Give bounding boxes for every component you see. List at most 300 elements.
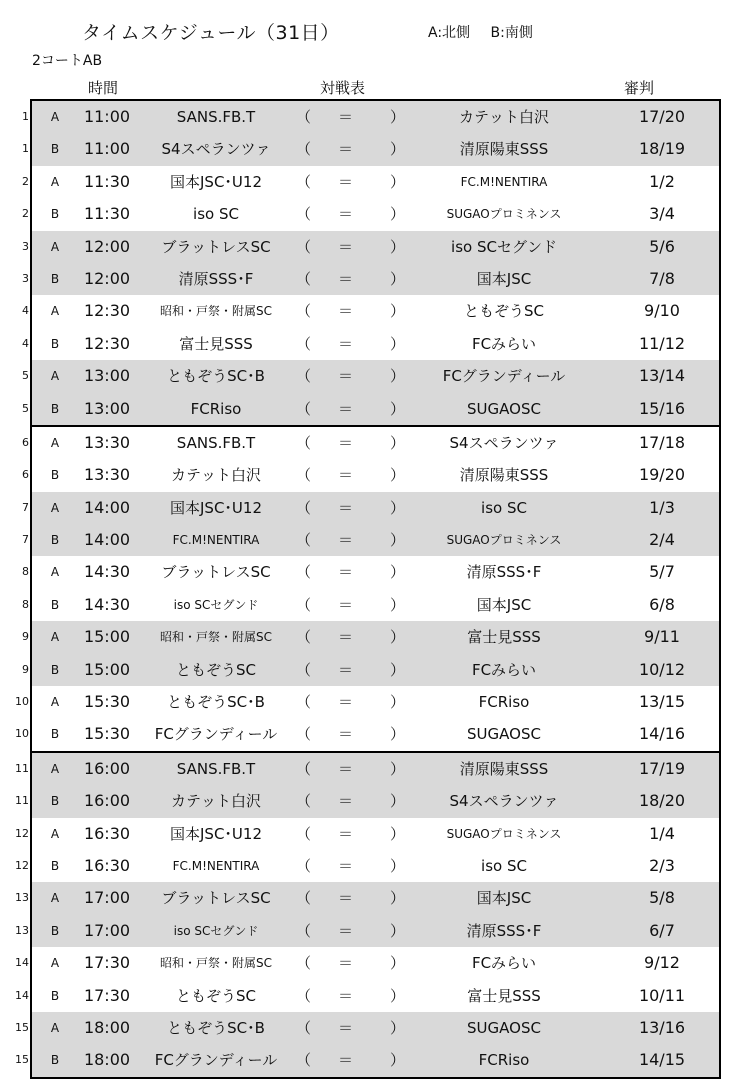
referee-cell: 9/11	[644, 627, 680, 647]
time-cell: 12:00	[83, 236, 131, 256]
home-team-cell: ブラットレスSC	[161, 563, 271, 582]
time-cell: 16:30	[83, 855, 131, 875]
away-team-cell: SUGAOプロミネンス	[446, 533, 562, 548]
row-number: 2	[22, 207, 29, 221]
home-team-cell: SANS.FB.T	[176, 108, 256, 126]
away-team-cell: SUGAOプロミネンス	[446, 207, 562, 222]
court-cell: B	[50, 1053, 60, 1068]
open-paren: （	[296, 108, 312, 126]
open-paren: （	[296, 302, 312, 321]
court-cell: A	[50, 369, 60, 384]
time-cell: 13:30	[83, 465, 131, 485]
equals-sign: ＝	[338, 172, 354, 191]
home-team-cell: ともぞうSC･B	[167, 1018, 265, 1037]
away-team-cell: FCみらい	[471, 660, 537, 679]
table-row	[15, 1044, 719, 1076]
open-paren: （	[296, 921, 312, 940]
time-cell: 13:00	[83, 366, 131, 386]
table-row	[15, 947, 719, 979]
open-paren: （	[296, 205, 312, 224]
equals-sign: ＝	[338, 399, 354, 418]
close-paren: ）	[390, 856, 406, 875]
time-cell: 13:00	[83, 398, 131, 418]
legend-a: A:北側	[428, 25, 471, 41]
table-row	[15, 686, 719, 718]
away-team-cell: SUGAOSC	[467, 725, 541, 744]
row-number: 4	[22, 304, 29, 318]
referee-cell: 14/15	[638, 1050, 686, 1070]
close-paren: ）	[390, 693, 406, 712]
row-number: 1	[22, 142, 29, 156]
close-paren: ）	[390, 498, 406, 517]
home-team-cell: FCグランディール	[154, 725, 278, 744]
row-number: 8	[22, 565, 29, 579]
equals-sign: ＝	[338, 433, 354, 452]
table-row	[22, 263, 719, 295]
close-paren: ）	[390, 1018, 406, 1037]
referee-cell: 5/7	[649, 562, 675, 582]
table-row	[15, 785, 719, 817]
time-cell: 14:30	[83, 594, 131, 614]
close-paren: ）	[390, 367, 406, 386]
page-title: タイムスケジュール（31日）	[82, 22, 340, 44]
home-team-cell: 昭和・戸祭・附属SC	[160, 630, 272, 645]
home-team-cell: 清原SSS･F	[178, 269, 254, 288]
table-row	[22, 427, 719, 459]
open-paren: （	[296, 792, 312, 811]
referee-cell: 17/18	[638, 432, 686, 452]
court-cell: B	[50, 662, 60, 677]
row-number: 13	[15, 891, 29, 905]
home-team-cell: カテット白沢	[170, 466, 261, 485]
court-cell: A	[50, 435, 60, 450]
home-team-cell: iso SC	[193, 205, 239, 224]
equals-sign: ＝	[338, 660, 354, 679]
table-row	[15, 1012, 719, 1044]
table-row	[22, 198, 719, 230]
time-cell: 11:00	[83, 139, 131, 159]
home-team-cell: 国本JSC･U12	[170, 498, 262, 517]
away-team-cell: 富士見SSS	[467, 986, 541, 1005]
close-paren: ）	[390, 172, 406, 191]
table-row	[22, 459, 719, 491]
table-row	[15, 753, 719, 785]
close-paren: ）	[390, 725, 406, 744]
equals-sign: ＝	[338, 531, 354, 550]
close-paren: ）	[390, 792, 406, 811]
home-team-cell: FCRiso	[190, 399, 242, 418]
schedule-table	[15, 99, 721, 1079]
row-number: 11	[15, 794, 29, 808]
home-team-cell: S4スペランツァ	[161, 140, 271, 159]
time-cell: 16:30	[83, 823, 131, 843]
home-team-cell: iso SCセグンド	[173, 597, 259, 612]
table-row	[22, 654, 719, 686]
home-team-cell: ブラットレスSC	[161, 889, 271, 908]
close-paren: ）	[390, 1051, 406, 1070]
home-team-cell: 国本JSC･U12	[170, 172, 262, 191]
table-row	[22, 589, 719, 621]
referee-cell: 2/4	[649, 530, 675, 550]
open-paren: （	[296, 399, 312, 418]
referee-cell: 1/2	[649, 171, 675, 191]
open-paren: （	[296, 595, 312, 614]
equals-sign: ＝	[338, 725, 354, 744]
referee-cell: 18/20	[638, 791, 686, 811]
open-paren: （	[296, 466, 312, 485]
row-number: 1	[22, 110, 29, 123]
away-team-cell: FC.M!NENTIRA	[460, 174, 548, 189]
away-team-cell: SUGAOSC	[467, 399, 541, 418]
time-cell: 17:30	[83, 953, 131, 973]
row-number: 15	[15, 1053, 29, 1067]
home-team-cell: ともぞうSC	[176, 660, 256, 679]
equals-sign: ＝	[338, 792, 354, 811]
home-team-cell: カテット白沢	[170, 792, 261, 811]
schedule-block	[22, 99, 721, 427]
equals-sign: ＝	[338, 856, 354, 875]
court-cell: B	[50, 271, 60, 286]
away-team-cell: FCみらい	[471, 334, 537, 353]
away-team-cell: FCグランディール	[442, 367, 566, 386]
referee-cell: 9/10	[644, 301, 680, 321]
equals-sign: ＝	[338, 954, 354, 973]
open-paren: （	[296, 1018, 312, 1037]
away-team-cell: 国本JSC	[476, 889, 532, 908]
court-cell: A	[50, 630, 60, 645]
open-paren: （	[296, 856, 312, 875]
home-team-cell: SANS.FB.T	[176, 759, 256, 778]
equals-sign: ＝	[338, 595, 354, 614]
table-row	[22, 328, 719, 360]
equals-sign: ＝	[338, 108, 354, 126]
close-paren: ）	[390, 563, 406, 582]
time-cell: 18:00	[83, 1017, 131, 1037]
court-cell: A	[50, 826, 60, 841]
open-paren: （	[296, 237, 312, 256]
close-paren: ）	[390, 334, 406, 353]
open-paren: （	[296, 693, 312, 712]
court-cell: B	[50, 858, 60, 873]
home-team-cell: FC.M!NENTIRA	[172, 858, 260, 873]
row-number: 11	[15, 761, 29, 775]
away-team-cell: カテット白沢	[458, 108, 549, 126]
equals-sign: ＝	[338, 466, 354, 485]
home-team-cell: 昭和・戸祭・附属SC	[160, 304, 272, 319]
time-cell: 12:00	[83, 268, 131, 288]
time-cell: 16:00	[83, 758, 131, 778]
close-paren: ）	[390, 660, 406, 679]
schedule-block	[15, 751, 721, 1079]
time-cell: 11:30	[83, 171, 131, 191]
referee-cell: 10/12	[638, 659, 686, 679]
table-row	[22, 621, 719, 653]
open-paren: （	[296, 954, 312, 973]
time-cell: 12:30	[83, 301, 131, 321]
table-row	[22, 231, 719, 263]
home-team-cell: 富士見SSS	[179, 334, 253, 353]
equals-sign: ＝	[338, 628, 354, 647]
court-cell: A	[50, 239, 60, 254]
away-team-cell: FCみらい	[471, 954, 537, 973]
court-cell: B	[50, 207, 60, 222]
equals-sign: ＝	[338, 889, 354, 908]
table-row	[15, 915, 719, 947]
close-paren: ）	[390, 205, 406, 224]
table-row	[22, 295, 719, 327]
court-cell: B	[50, 533, 60, 548]
referee-cell: 13/14	[638, 366, 686, 386]
equals-sign: ＝	[338, 1051, 354, 1070]
court-cell: B	[50, 597, 60, 612]
column-header-match: 対戦表	[320, 79, 366, 97]
court-cell: B	[50, 336, 60, 351]
referee-cell: 17/19	[638, 758, 686, 778]
away-team-cell: 清原陽東SSS	[459, 140, 549, 159]
table-row	[15, 818, 719, 850]
close-paren: ）	[390, 824, 406, 843]
time-cell: 15:30	[83, 724, 131, 744]
home-team-cell: 昭和・戸祭・附属SC	[160, 956, 272, 971]
court-cell: B	[50, 468, 60, 483]
referee-cell: 6/8	[649, 594, 675, 614]
open-paren: （	[296, 367, 312, 386]
court-cell: B	[50, 401, 60, 416]
equals-sign: ＝	[338, 237, 354, 256]
open-paren: （	[296, 498, 312, 517]
table-row	[22, 101, 719, 133]
schedule-block	[15, 425, 721, 753]
row-number: 9	[22, 662, 29, 676]
table-row	[22, 360, 719, 392]
equals-sign: ＝	[338, 693, 354, 712]
referee-cell: 9/12	[644, 953, 680, 973]
equals-sign: ＝	[338, 334, 354, 353]
equals-sign: ＝	[338, 986, 354, 1005]
referee-cell: 15/16	[638, 398, 686, 418]
referee-cell: 14/16	[638, 724, 686, 744]
away-team-cell: iso SC	[481, 498, 527, 517]
row-number: 10	[15, 695, 29, 709]
table-row	[22, 492, 719, 524]
home-team-cell: iso SCセグンド	[173, 923, 259, 938]
away-team-cell: iso SCセグンド	[451, 237, 557, 256]
close-paren: ）	[390, 399, 406, 418]
referee-cell: 18/19	[638, 139, 686, 159]
table-row	[22, 524, 719, 556]
open-paren: （	[296, 172, 312, 191]
time-cell: 15:00	[83, 659, 131, 679]
away-team-cell: 国本JSC	[476, 269, 532, 288]
away-team-cell: S4スペランツァ	[449, 433, 559, 452]
table-row	[22, 166, 719, 198]
away-team-cell: 清原陽東SSS	[459, 759, 549, 778]
court-cell: B	[50, 142, 60, 157]
row-number: 14	[15, 988, 29, 1002]
away-team-cell: SUGAOSC	[467, 1018, 541, 1037]
home-team-cell: FCグランディール	[154, 1051, 278, 1070]
row-number: 8	[22, 597, 29, 611]
open-paren: （	[296, 824, 312, 843]
row-number: 6	[22, 468, 29, 482]
table-row	[15, 980, 719, 1012]
referee-cell: 3/4	[649, 204, 675, 224]
court-cell: A	[50, 956, 60, 971]
court-cell: A	[50, 761, 60, 776]
referee-cell: 6/7	[649, 920, 675, 940]
court-cell: B	[50, 794, 60, 809]
court-legend	[428, 22, 549, 42]
equals-sign: ＝	[338, 824, 354, 843]
referee-cell: 10/11	[638, 985, 686, 1005]
row-number: 7	[22, 500, 29, 514]
away-team-cell: S4スペランツァ	[449, 792, 559, 811]
equals-sign: ＝	[338, 140, 354, 159]
referee-cell: 17/20	[638, 107, 686, 126]
open-paren: （	[296, 889, 312, 908]
open-paren: （	[296, 433, 312, 452]
away-team-cell: ともぞうSC	[464, 302, 544, 321]
time-cell: 15:00	[83, 627, 131, 647]
referee-cell: 7/8	[649, 268, 675, 288]
home-team-cell: ともぞうSC･B	[167, 693, 265, 712]
row-number: 2	[22, 174, 29, 188]
time-cell: 14:00	[83, 530, 131, 550]
open-paren: （	[296, 725, 312, 744]
open-paren: （	[296, 660, 312, 679]
referee-cell: 1/3	[649, 497, 675, 517]
close-paren: ）	[390, 628, 406, 647]
equals-sign: ＝	[338, 205, 354, 224]
court-cell: B	[50, 923, 60, 938]
open-paren: （	[296, 334, 312, 353]
away-team-cell: 清原SSS･F	[466, 563, 542, 582]
open-paren: （	[296, 563, 312, 582]
time-cell: 14:30	[83, 562, 131, 582]
referee-cell: 1/4	[649, 823, 675, 843]
home-team-cell: 国本JSC･U12	[170, 824, 262, 843]
open-paren: （	[296, 759, 312, 778]
referee-cell: 5/6	[649, 236, 675, 256]
row-number: 3	[22, 271, 29, 285]
time-cell: 17:30	[83, 985, 131, 1005]
table-row	[15, 718, 719, 750]
legend-b: B:南側	[490, 25, 533, 41]
time-cell: 17:00	[83, 888, 131, 908]
close-paren: ）	[390, 531, 406, 550]
table-row	[22, 133, 719, 165]
row-number: 10	[15, 727, 29, 741]
time-cell: 14:00	[83, 497, 131, 517]
row-number: 13	[15, 923, 29, 937]
court-cell: A	[50, 110, 60, 124]
close-paren: ）	[390, 140, 406, 159]
close-paren: ）	[390, 889, 406, 908]
away-team-cell: iso SC	[481, 856, 527, 875]
away-team-cell: 清原陽東SSS	[459, 466, 549, 485]
row-number: 3	[22, 239, 29, 253]
close-paren: ）	[390, 466, 406, 485]
open-paren: （	[296, 531, 312, 550]
time-cell: 11:00	[83, 107, 131, 126]
close-paren: ）	[390, 237, 406, 256]
open-paren: （	[296, 269, 312, 288]
court-cell: B	[50, 727, 60, 742]
away-team-cell: FCRiso	[478, 693, 530, 712]
court-label: 2コートAB	[32, 53, 103, 69]
close-paren: ）	[390, 108, 406, 126]
row-number: 5	[22, 401, 29, 415]
row-number: 12	[15, 826, 29, 840]
row-number: 5	[22, 369, 29, 383]
table-row	[22, 393, 719, 425]
home-team-cell: FC.M!NENTIRA	[172, 533, 260, 548]
column-header-time: 時間	[88, 79, 119, 97]
equals-sign: ＝	[338, 563, 354, 582]
close-paren: ）	[390, 954, 406, 973]
court-cell: A	[50, 174, 60, 189]
close-paren: ）	[390, 921, 406, 940]
row-number: 9	[22, 630, 29, 644]
away-team-cell: SUGAOプロミネンス	[446, 826, 562, 841]
table-row	[22, 556, 719, 588]
close-paren: ）	[390, 759, 406, 778]
time-cell: 16:00	[83, 791, 131, 811]
court-cell: A	[50, 891, 60, 906]
equals-sign: ＝	[338, 759, 354, 778]
equals-sign: ＝	[338, 498, 354, 517]
away-team-cell: 清原SSS･F	[466, 921, 542, 940]
home-team-cell: ブラットレスSC	[161, 237, 271, 256]
time-cell: 13:30	[83, 432, 131, 452]
court-cell: A	[50, 565, 60, 580]
court-cell: A	[50, 1020, 60, 1035]
row-number: 6	[22, 435, 29, 449]
table-row	[15, 850, 719, 882]
row-number: 7	[22, 533, 29, 547]
away-team-cell: 富士見SSS	[467, 628, 541, 647]
time-cell: 15:30	[83, 692, 131, 712]
equals-sign: ＝	[338, 302, 354, 321]
time-cell: 18:00	[83, 1050, 131, 1070]
row-number: 15	[15, 1020, 29, 1034]
away-team-cell: 国本JSC	[476, 595, 532, 614]
equals-sign: ＝	[338, 921, 354, 940]
court-cell: B	[50, 988, 60, 1003]
home-team-cell: SANS.FB.T	[176, 433, 256, 452]
referee-cell: 19/20	[638, 465, 686, 485]
close-paren: ）	[390, 433, 406, 452]
equals-sign: ＝	[338, 1018, 354, 1037]
open-paren: （	[296, 140, 312, 159]
table-row	[15, 882, 719, 914]
referee-cell: 13/15	[638, 692, 686, 712]
court-cell: A	[50, 695, 60, 710]
home-team-cell: ともぞうSC･B	[167, 367, 265, 386]
away-team-cell: FCRiso	[478, 1051, 530, 1070]
referee-cell: 2/3	[649, 855, 675, 875]
row-number: 4	[22, 336, 29, 350]
referee-cell: 13/16	[638, 1017, 686, 1037]
open-paren: （	[296, 986, 312, 1005]
referee-cell: 5/8	[649, 888, 675, 908]
court-cell: A	[50, 500, 60, 515]
home-team-cell: ともぞうSC	[176, 986, 256, 1005]
column-header-referee: 審判	[624, 79, 655, 97]
close-paren: ）	[390, 302, 406, 321]
close-paren: ）	[390, 269, 406, 288]
row-number: 14	[15, 956, 29, 970]
